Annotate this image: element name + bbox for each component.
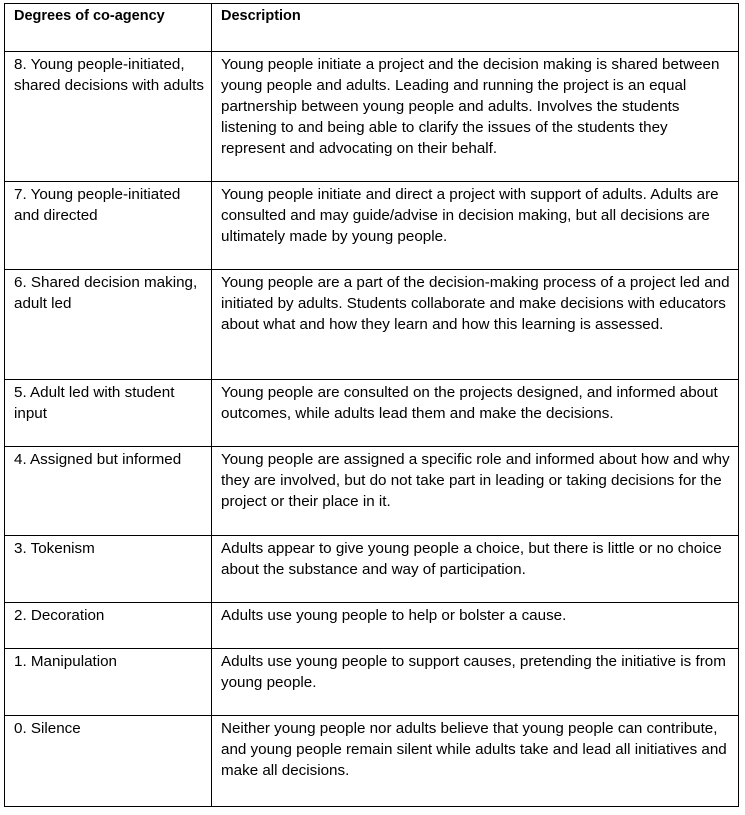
- degree-cell: 7. Young people-initiated and directed: [5, 182, 212, 270]
- table-row: [5, 649, 739, 716]
- table-row: [5, 447, 739, 536]
- description-cell: Young people are assigned a specific role and informed about how and why they are involved, but do not take part in leading or taking decisions for the project or their place in it.: [212, 447, 739, 536]
- description-cell: Adults use young people to support causes, pretending the initiative is from young people.: [212, 649, 739, 716]
- description-cell: Young people are a part of the decision-making process of a project led and initiated by adults. Students collaborate and make decisions with educators about what and how they learn and how this learning is assessed.: [212, 270, 739, 380]
- header-degrees: Degrees of co-agency: [5, 4, 212, 52]
- table-header-row: [5, 4, 739, 52]
- table-row: [5, 380, 739, 447]
- table-row: [5, 52, 739, 182]
- description-cell: Young people are consulted on the projects designed, and informed about outcomes, while adults lead them and make the decisions.: [212, 380, 739, 447]
- table-row: [5, 603, 739, 649]
- degree-cell: 8. Young people-initiated, shared decisions with adults: [5, 52, 212, 182]
- description-cell: Young people initiate a project and the decision making is shared between young people and adults. Leading and running the project is an equal partnership between young people and adults. Involves the students listening to and being able to clarify the issues of the students they represent and advocating on their behalf.: [212, 52, 739, 182]
- degree-cell: 0. Silence: [5, 716, 212, 807]
- degree-cell: 3. Tokenism: [5, 536, 212, 603]
- table-row: [5, 716, 739, 807]
- co-agency-table: [4, 3, 739, 807]
- table-row: [5, 536, 739, 603]
- degree-cell: 2. Decoration: [5, 603, 212, 649]
- degree-cell: 4. Assigned but informed: [5, 447, 212, 536]
- table-row: [5, 270, 739, 380]
- degree-cell: 6. Shared decision making, adult led: [5, 270, 212, 380]
- table-row: [5, 182, 739, 270]
- description-cell: Young people initiate and direct a project with support of adults. Adults are consulted and may guide/advise in decision making, but all decisions are ultimately made by young people.: [212, 182, 739, 270]
- degree-cell: 5. Adult led with student input: [5, 380, 212, 447]
- description-cell: Adults use young people to help or bolster a cause.: [212, 603, 739, 649]
- header-description: Description: [212, 4, 739, 52]
- degree-cell: 1. Manipulation: [5, 649, 212, 716]
- description-cell: Adults appear to give young people a choice, but there is little or no choice about the substance and way of participation.: [212, 536, 739, 603]
- description-cell: Neither young people nor adults believe that young people can contribute, and young people remain silent while adults take and lead all initiatives and make all decisions.: [212, 716, 739, 807]
